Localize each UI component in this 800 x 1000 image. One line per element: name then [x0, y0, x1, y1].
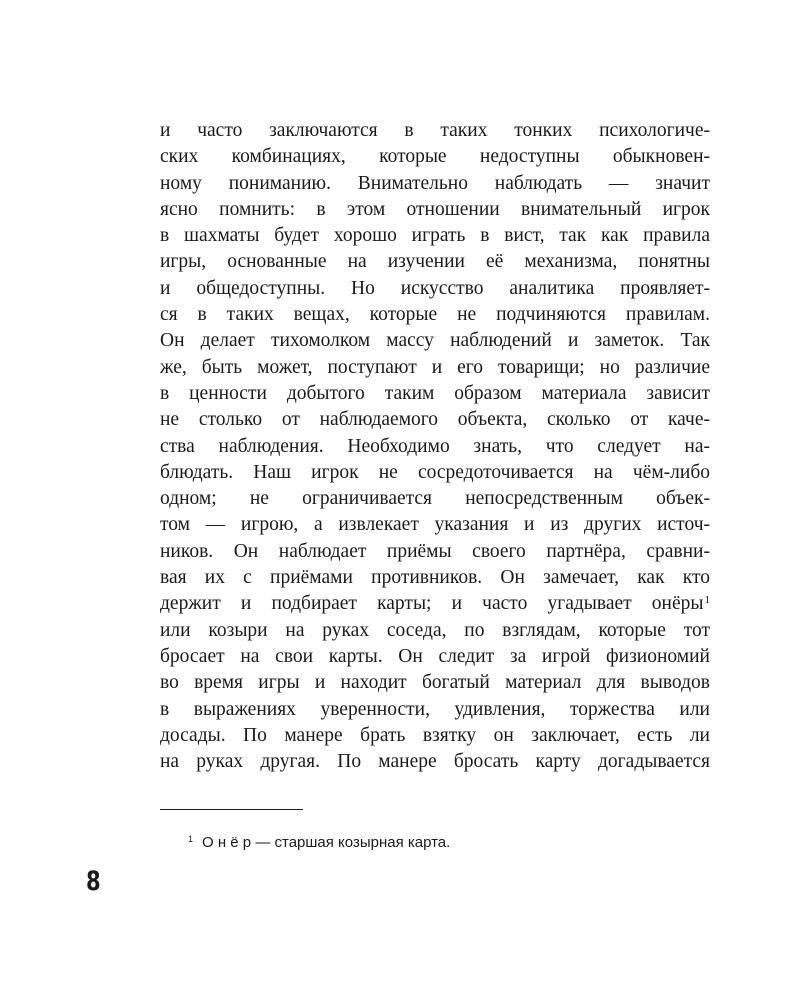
- text-line: одном; не ограничивается непосредственным объек-: [160, 488, 710, 510]
- text-line: ских комбинациях, которые недоступны обыкновен-: [160, 146, 710, 168]
- text-line: не столько от наблюдаемого объекта, сколько от каче-: [160, 409, 710, 431]
- text-line: во время игры и находит богатый материал для выводов: [160, 672, 710, 694]
- text-line: и часто заключаются в таких тонких психологиче-: [160, 120, 710, 141]
- text-line: в шахматы будет хорошо играть в вист, так как правила: [160, 225, 710, 247]
- footnote-text: О н ё р — старшая козырная карта.: [202, 834, 451, 851]
- text-line: блюдать. Наш игрок не сосредоточивается на чём-либо: [160, 461, 710, 483]
- text-line: ному пониманию. Внимательно наблюдать — значит: [160, 172, 710, 194]
- text-line: на руках другая. По манере бросать карту догадывается: [160, 751, 710, 773]
- text-line: бросает на свои карты. Он следит за игрой физиономий: [160, 645, 710, 667]
- text-line: ства наблюдения. Необходимо знать, что следует на-: [160, 435, 710, 457]
- text-line-with-footnote-ref: [160, 591, 710, 617]
- text-line: том — игрою, а извлекает указания и из других источ-: [160, 514, 710, 536]
- text-line: Он делает тихомолком массу наблюдений и заметок. Так: [160, 330, 710, 352]
- text-line: и общедоступны. Но искусство аналитика проявляет-: [160, 277, 710, 299]
- text-line: досады. По манере брать взятку он заключает, есть ли: [160, 724, 710, 746]
- text-line: в выражениях уверенности, удивления, торжества или: [160, 698, 710, 720]
- text-line: вая их с приёмами противников. Он замечает, как кто: [160, 567, 710, 589]
- page-number: 8: [86, 866, 101, 897]
- text-line: ясно помнить: в этом отношении внимательный игрок: [160, 198, 710, 220]
- body-text: [160, 118, 710, 775]
- text-line-content: держит и подбирает карты; и часто угадывает онёры: [160, 593, 704, 615]
- footnote: [188, 828, 688, 854]
- text-line: же, быть может, поступают и его товарищи; но различие: [160, 356, 710, 378]
- footnote-marker: 1: [188, 834, 194, 844]
- text-line: ников. Он наблюдает приёмы своего партнёра, сравни-: [160, 540, 710, 562]
- footnote-reference: 1: [704, 594, 710, 607]
- text-line: или козыри на руках соседа, по взглядам, которые тот: [160, 619, 710, 641]
- footnote-divider: [160, 809, 303, 810]
- text-line: ся в таких вещах, которые не подчиняются правилам.: [160, 304, 710, 326]
- text-line: в ценности добытого таким образом материала зависит: [160, 382, 710, 404]
- text-line: игры, основанные на изучении её механизма, понятны: [160, 251, 710, 273]
